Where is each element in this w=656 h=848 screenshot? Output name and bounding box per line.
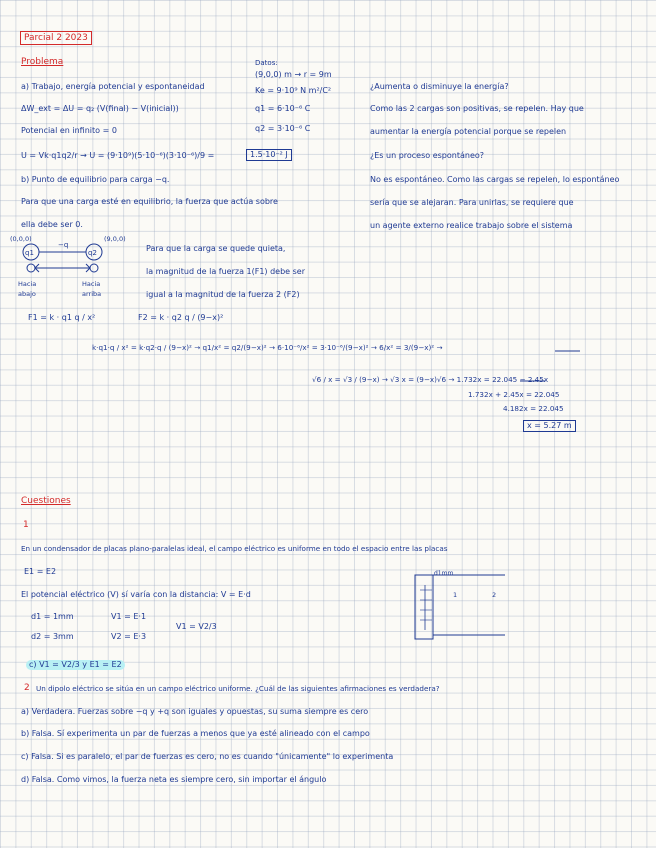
text-line: El potencial eléctrico (V) sí varía con la distancia: V = E·d <box>21 590 251 599</box>
section-heading-problema: Problema <box>21 57 64 67</box>
text-line: aumentar la energía potencial porque se repelen <box>370 127 567 136</box>
equation: F2 = k · q2 q / (9−x)² <box>138 313 224 322</box>
text-line: No es espontáneo. Como las cargas se repelen, lo espontáneo <box>370 175 620 184</box>
diagram-label: abajo <box>18 290 36 298</box>
equation: √6 / x = √3 / (9−x) → √3 x = (9−x)√6 → 1.732x = 22.045 − 2.45x <box>312 375 549 384</box>
datos-item: (9,0,0) m → r = 9m <box>255 70 332 79</box>
text-line: b) Punto de equilibrio para carga −q. <box>21 175 170 184</box>
diagram-label: arriba <box>82 290 102 298</box>
capacitor-label: d1mm <box>434 570 454 577</box>
equation: k·q1·q / x² = k·q2·q / (9−x)² → q1/x² = q2/(9−x)² → 6·10⁻⁶/x² = 3·10⁻⁶/(9−x)² → 6/x² = 3/(9−x)² → <box>92 343 443 352</box>
equation: E1 = E2 <box>24 567 57 576</box>
equation: 4.182x = 22.045 <box>503 404 564 413</box>
datos-item: Ke = 9·10⁹ N m²/C² <box>255 86 332 95</box>
page-title: Parcial 2 2023 <box>20 31 92 45</box>
answer-option: b) Falsa. Sí experimenta un par de fuerzas a menos que ya esté alineado con el campo <box>21 729 370 738</box>
equation: V1 = V2/3 <box>176 622 217 631</box>
text-line: ¿Aumenta o disminuye la energía? <box>370 82 509 91</box>
question-number: 1 <box>23 520 29 530</box>
equation: 1.732x + 2.45x = 22.045 <box>468 390 560 399</box>
diagram-label: q2 <box>88 249 97 257</box>
text-line: a) Trabajo, energía potencial y espontaneidad <box>21 82 205 91</box>
diagram-label: (9,0,0) <box>104 235 126 243</box>
text-line: un agente externo realice trabajo sobre el sistema <box>370 221 573 230</box>
diagram-label: Hacia <box>82 280 101 288</box>
diagram-label: Hacia <box>18 280 37 288</box>
equation: d1 = 1mm <box>31 612 74 621</box>
answer-option: c) Falsa. Si es paralelo, el par de fuerzas es cero, no es cuando "únicamente" lo experimenta <box>21 752 394 761</box>
text-line: Un dipolo eléctrico se sitúa en un campo eléctrico uniforme. ¿Cuál de las siguientes afirmaciones es verdadera? <box>36 684 440 693</box>
answer-option: a) Verdadera. Fuerzas sobre −q y +q son iguales y opuestas, su suma siempre es cero <box>21 707 369 716</box>
text-line: En un condensador de placas plano-paralelas ideal, el campo eléctrico es uniforme en todo el espacio entre las placas <box>21 544 448 553</box>
text-line: ¿Es un proceso espontáneo? <box>370 151 485 160</box>
equation: V1 = E·1 <box>111 612 147 621</box>
capacitor-label: 1 <box>453 591 458 599</box>
highlighted-answer: c) V1 = V2/3 y E1 = E2 <box>26 660 125 670</box>
equation: F1 = k · q1 q / x² <box>28 313 96 322</box>
equation: V2 = E·3 <box>111 632 147 641</box>
text-line: sería que se alejaran. Para unirlas, se requiere que <box>370 198 574 207</box>
result-box: 1.5·10⁻² J <box>246 149 292 161</box>
text-line: Como las 2 cargas son positivas, se repelen. Hay que <box>370 104 584 113</box>
text-line: igual a la magnitud de la fuerza 2 (F2) <box>146 290 300 299</box>
section-heading-cuestiones: Cuestiones <box>21 496 71 506</box>
result-box: x = 5.27 m <box>523 420 576 432</box>
datos-item: q1 = 6·10⁻⁶ C <box>255 104 311 113</box>
text-line: Potencial en infinito = 0 <box>21 126 117 135</box>
diagram-label: (0,0,0) <box>10 235 32 243</box>
text-line: ella debe ser 0. <box>21 220 83 229</box>
answer-option: d) Falsa. Como vimos, la fuerza neta es siempre cero, sin importar el ángulo <box>21 775 327 784</box>
question-number: 2 <box>24 683 30 693</box>
diagram-label: q1 <box>25 249 34 257</box>
text-line: ΔW_ext = ΔU = q₂ (V(final) − V(inicial)) <box>21 104 179 113</box>
equation: d2 = 3mm <box>31 632 74 641</box>
text-line: la magnitud de la fuerza 1(F1) debe ser <box>146 267 306 276</box>
diagram-label: −q <box>58 241 69 249</box>
capacitor-label: 2 <box>492 591 497 599</box>
datos-item: q2 = 3·10⁻⁶ C <box>255 124 311 133</box>
text-line: Para que la carga se quede quieta, <box>146 244 286 253</box>
text-line: Para que una carga esté en equilibrio, la fuerza que actúa sobre <box>21 197 278 206</box>
datos-label: Datos: <box>255 59 278 67</box>
equation: U = Vk·q1q2/r → U = (9·10⁹)(5·10⁻⁶)(3·10⁻⁶)/9 = <box>21 151 215 160</box>
